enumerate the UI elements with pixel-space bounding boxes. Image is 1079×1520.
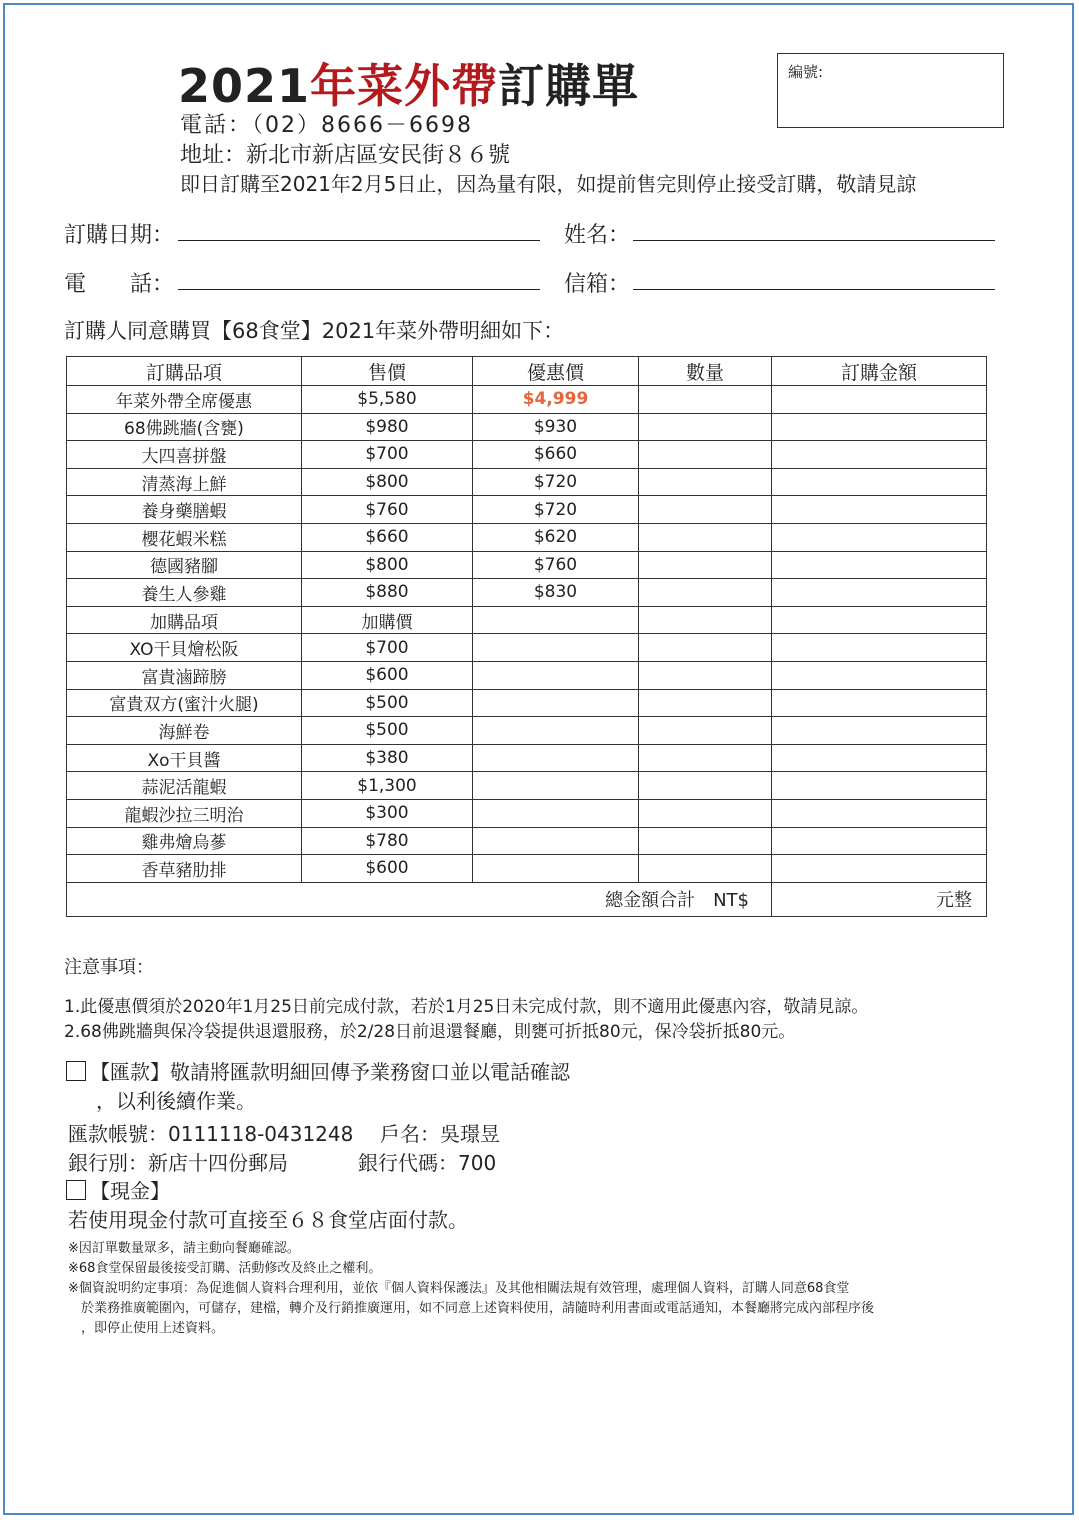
price-cell: $660 bbox=[302, 523, 473, 551]
item-cell: 68佛跳牆(含甕) bbox=[67, 413, 302, 441]
total-amount-cell[interactable]: 元整 bbox=[772, 882, 987, 916]
quantity-cell[interactable] bbox=[639, 579, 772, 607]
amount-cell[interactable] bbox=[772, 579, 987, 607]
price-cell: $980 bbox=[302, 413, 473, 441]
note-item-2: 2.68佛跳牆與保冷袋提供退還服務，於2/28日前退還餐廳，則甕可折抵80元，保冷袋折抵80元。 bbox=[64, 1022, 796, 1042]
table-row bbox=[67, 551, 987, 579]
notes-title: 注意事項： bbox=[64, 957, 154, 978]
item-cell: 養生人參雞 bbox=[67, 579, 302, 607]
footer-line-4: 於業務推廣範圍內，可儲存，建檔，轉介及行銷推廣運用，如不同意上述資料使用，請隨時利用書面或電話通知，本餐廳將完成內部程序後 bbox=[81, 1301, 875, 1316]
item-cell: 年菜外帶全席優惠 bbox=[67, 386, 302, 414]
table-row bbox=[67, 772, 987, 800]
table-row bbox=[67, 634, 987, 662]
footer-line-2: ※68食堂保留最後接受訂購、活動修改及終止之權利。 bbox=[68, 1261, 382, 1276]
table-header-row bbox=[67, 357, 987, 386]
title-year: 2021 bbox=[178, 59, 311, 113]
remit-checkbox[interactable] bbox=[66, 1061, 86, 1081]
quantity-cell[interactable] bbox=[639, 413, 772, 441]
quantity-cell[interactable] bbox=[639, 799, 772, 827]
item-cell: 蒜泥活龍蝦 bbox=[67, 772, 302, 800]
note-item-1: 1.此優惠價須於2020年1月25日前完成付款，若於1月25日未完成付款，則不適用此優惠內容，敬請見諒。 bbox=[64, 997, 869, 1017]
order-table bbox=[66, 356, 987, 917]
table-row bbox=[67, 744, 987, 772]
remit-account-name: 戶名：吳璟昱 bbox=[380, 1122, 500, 1146]
table-row bbox=[67, 468, 987, 496]
table-row bbox=[67, 386, 987, 414]
amount-cell[interactable] bbox=[772, 551, 987, 579]
order-intro: 訂購人同意購買【68食堂】2021年菜外帶明細如下： bbox=[64, 319, 565, 343]
remit-line2: ，以利後續作業。 bbox=[96, 1089, 256, 1113]
amount-cell[interactable] bbox=[772, 468, 987, 496]
order-notice: 即日訂購至2021年2月5日止，因為量有限，如提前售完則停止接受訂購，敬請見諒 bbox=[180, 172, 917, 196]
order-date-field[interactable] bbox=[178, 240, 540, 241]
amount-cell[interactable] bbox=[772, 606, 987, 634]
quantity-cell[interactable] bbox=[639, 386, 772, 414]
quantity-cell[interactable] bbox=[639, 606, 772, 634]
table-row bbox=[67, 606, 987, 634]
cash-label: 【現金】 bbox=[90, 1179, 170, 1203]
price-cell: $600 bbox=[302, 661, 473, 689]
quantity-cell[interactable] bbox=[639, 661, 772, 689]
quantity-cell[interactable] bbox=[639, 634, 772, 662]
quantity-cell[interactable] bbox=[639, 551, 772, 579]
table-row bbox=[67, 799, 987, 827]
price-cell: $800 bbox=[302, 551, 473, 579]
table-row bbox=[67, 689, 987, 717]
header-qty: 數量 bbox=[639, 357, 772, 386]
amount-cell[interactable] bbox=[772, 634, 987, 662]
promo-cell: $760 bbox=[473, 551, 639, 579]
quantity-cell[interactable] bbox=[639, 855, 772, 883]
price-cell: $500 bbox=[302, 689, 473, 717]
remit-account: 匯款帳號：0111118-0431248 bbox=[68, 1122, 354, 1146]
amount-cell[interactable] bbox=[772, 661, 987, 689]
amount-cell[interactable] bbox=[772, 441, 987, 469]
amount-cell[interactable] bbox=[772, 744, 987, 772]
store-phone: 電話：（02）8666－6698 bbox=[180, 113, 473, 138]
amount-cell[interactable] bbox=[772, 523, 987, 551]
price-cell: $760 bbox=[302, 496, 473, 524]
promo-cell: $930 bbox=[473, 413, 639, 441]
table-row bbox=[67, 661, 987, 689]
item-cell: 清蒸海上鮮 bbox=[67, 468, 302, 496]
quantity-cell[interactable] bbox=[639, 827, 772, 855]
amount-cell[interactable] bbox=[772, 855, 987, 883]
cash-description: 若使用現金付款可直接至６８食堂店面付款。 bbox=[68, 1208, 468, 1232]
promo-cell bbox=[473, 799, 639, 827]
item-cell: 富貴滷蹄膀 bbox=[67, 661, 302, 689]
promo-cell: $660 bbox=[473, 441, 639, 469]
quantity-cell[interactable] bbox=[639, 717, 772, 745]
promo-cell bbox=[473, 689, 639, 717]
amount-cell[interactable] bbox=[772, 717, 987, 745]
item-cell: 龍蝦沙拉三明治 bbox=[67, 799, 302, 827]
price-cell: $1,300 bbox=[302, 772, 473, 800]
quantity-cell[interactable] bbox=[639, 523, 772, 551]
promo-cell bbox=[473, 772, 639, 800]
cash-checkbox[interactable] bbox=[66, 1180, 86, 1200]
item-cell: Xo干貝醬 bbox=[67, 744, 302, 772]
table-row bbox=[67, 579, 987, 607]
item-cell: XO干貝燴松阪 bbox=[67, 634, 302, 662]
promo-cell: $830 bbox=[473, 579, 639, 607]
item-cell: 香草豬肋排 bbox=[67, 855, 302, 883]
price-cell: $5,580 bbox=[302, 386, 473, 414]
phone-label: 電 話： bbox=[64, 272, 175, 297]
amount-cell[interactable] bbox=[772, 799, 987, 827]
promo-cell bbox=[473, 744, 639, 772]
table-row bbox=[67, 855, 987, 883]
promo-cell bbox=[473, 634, 639, 662]
quantity-cell[interactable] bbox=[639, 468, 772, 496]
amount-cell[interactable] bbox=[772, 413, 987, 441]
footer-line-5: ，即停止使用上述資料。 bbox=[81, 1321, 225, 1336]
price-cell: $380 bbox=[302, 744, 473, 772]
footer-line-1: ※因訂單數量眾多，請主動向餐廳確認。 bbox=[68, 1241, 300, 1256]
serial-number-box bbox=[777, 53, 1004, 128]
item-cell: 櫻花蝦米糕 bbox=[67, 523, 302, 551]
promo-cell: $4,999 bbox=[473, 386, 639, 414]
price-cell: $500 bbox=[302, 717, 473, 745]
remit-bank: 銀行別：新店十四份郵局 bbox=[68, 1151, 288, 1175]
email-label: 信箱： bbox=[564, 272, 631, 297]
quantity-cell[interactable] bbox=[639, 744, 772, 772]
title-rest: 訂購單 bbox=[498, 59, 640, 113]
price-cell: $880 bbox=[302, 579, 473, 607]
promo-cell: $620 bbox=[473, 523, 639, 551]
quantity-cell[interactable] bbox=[639, 496, 772, 524]
quantity-cell[interactable] bbox=[639, 441, 772, 469]
title-highlight: 年菜外帶 bbox=[310, 59, 499, 113]
remit-bank-code: 銀行代碼：700 bbox=[358, 1151, 497, 1175]
price-cell: $780 bbox=[302, 827, 473, 855]
table-row bbox=[67, 441, 987, 469]
table-row bbox=[67, 827, 987, 855]
item-cell: 養身藥膳蝦 bbox=[67, 496, 302, 524]
item-cell: 海鮮卷 bbox=[67, 717, 302, 745]
total-row bbox=[67, 882, 987, 916]
item-cell: 德國豬腳 bbox=[67, 551, 302, 579]
quantity-cell[interactable] bbox=[639, 689, 772, 717]
item-cell: 加購品項 bbox=[67, 606, 302, 634]
promo-cell bbox=[473, 855, 639, 883]
page-title bbox=[178, 50, 639, 116]
price-cell: $700 bbox=[302, 634, 473, 662]
price-cell: $800 bbox=[302, 468, 473, 496]
header-item: 訂購品項 bbox=[67, 357, 302, 386]
promo-cell bbox=[473, 827, 639, 855]
phone-field[interactable] bbox=[178, 289, 540, 290]
promo-cell: $720 bbox=[473, 468, 639, 496]
table-row bbox=[67, 523, 987, 551]
header-promo: 優惠價 bbox=[473, 357, 639, 386]
item-cell: 富貴双方(蜜汁火腿) bbox=[67, 689, 302, 717]
price-cell: $600 bbox=[302, 855, 473, 883]
amount-cell[interactable] bbox=[772, 689, 987, 717]
amount-cell[interactable] bbox=[772, 827, 987, 855]
promo-cell bbox=[473, 661, 639, 689]
cash-option bbox=[66, 1175, 170, 1204]
item-cell: 雞弗燴烏蔘 bbox=[67, 827, 302, 855]
promo-cell: $720 bbox=[473, 496, 639, 524]
remit-option bbox=[66, 1056, 570, 1085]
price-cell: $300 bbox=[302, 799, 473, 827]
price-cell: $700 bbox=[302, 441, 473, 469]
store-address: 地址：新北市新店區安民街８６號 bbox=[180, 143, 511, 168]
email-field[interactable] bbox=[633, 289, 995, 290]
name-field[interactable] bbox=[633, 240, 995, 241]
amount-cell[interactable] bbox=[772, 772, 987, 800]
amount-cell[interactable] bbox=[772, 386, 987, 414]
name-label: 姓名： bbox=[564, 223, 631, 248]
header-price: 售價 bbox=[302, 357, 473, 386]
serial-label: 編號: bbox=[788, 63, 824, 81]
order-date-label: 訂購日期： bbox=[64, 223, 175, 248]
table-row bbox=[67, 413, 987, 441]
header-amount: 訂購金額 bbox=[772, 357, 987, 386]
table-row bbox=[67, 496, 987, 524]
item-cell: 大四喜拼盤 bbox=[67, 441, 302, 469]
remit-line1: 【匯款】敬請將匯款明細回傳予業務窗口並以電話確認 bbox=[90, 1060, 570, 1084]
promo-cell bbox=[473, 606, 639, 634]
quantity-cell[interactable] bbox=[639, 772, 772, 800]
price-cell: 加購價 bbox=[302, 606, 473, 634]
footer-line-3: ※個資說明約定事項：為促進個人資料合理利用，並依『個人資料保護法』及其他相關法規有效管理，處理個人資料，訂購人同意68食堂 bbox=[68, 1281, 850, 1296]
promo-cell bbox=[473, 717, 639, 745]
table-row bbox=[67, 717, 987, 745]
total-label: 總金額合計 NT$ bbox=[67, 882, 772, 916]
amount-cell[interactable] bbox=[772, 496, 987, 524]
